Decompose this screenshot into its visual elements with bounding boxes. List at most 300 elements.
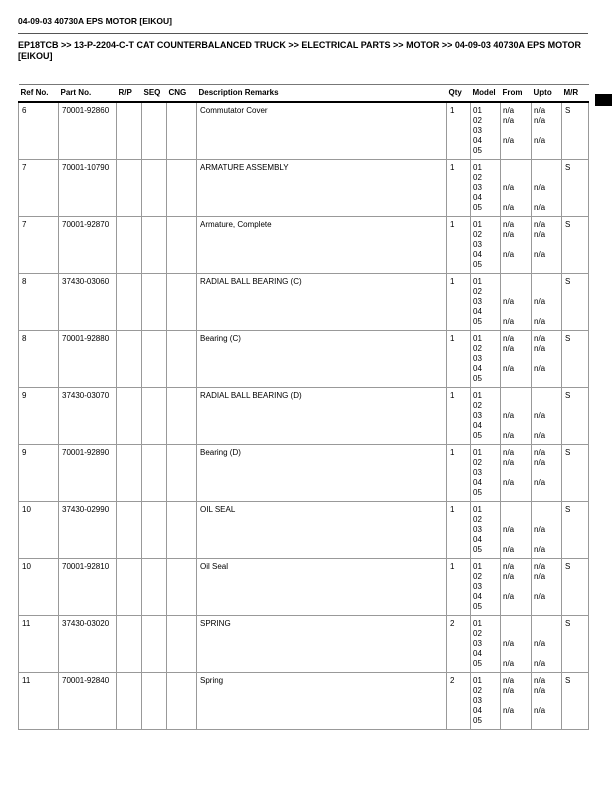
qty-cell: 2 (447, 673, 471, 730)
table-header (19, 85, 589, 103)
col-header-rp: R/P (117, 85, 142, 103)
qty-cell: 1 (447, 217, 471, 274)
from-line: n/a (503, 686, 515, 695)
model-line: 01 (473, 562, 482, 571)
part-no-cell: 70001-92810 (59, 559, 117, 616)
upto-line (534, 401, 559, 411)
upto-line: n/a (534, 706, 546, 715)
seq-cell (142, 616, 167, 673)
upto-line: n/a (534, 686, 546, 695)
from-cell (501, 160, 532, 217)
model-line: 05 (473, 659, 482, 668)
from-line (503, 488, 529, 498)
model-line: 02 (473, 515, 482, 524)
model-cell (471, 502, 501, 559)
model-line: 03 (473, 126, 482, 135)
from-line (503, 277, 529, 287)
model-line: 04 (473, 364, 482, 373)
from-line (503, 468, 529, 478)
description-cell: RADIAL BALL BEARING (C) (197, 274, 447, 331)
description-cell: Spring (197, 673, 447, 730)
from-line: n/a (503, 364, 515, 373)
col-header-mr: M/R (562, 85, 589, 103)
model-line: 01 (473, 619, 482, 628)
rp-cell (117, 388, 142, 445)
model-line: 02 (473, 344, 482, 353)
model-line: 02 (473, 458, 482, 467)
upto-line (534, 468, 559, 478)
table-row (19, 502, 589, 559)
upto-line: n/a (534, 116, 546, 125)
model-line: 04 (473, 478, 482, 487)
model-line: 02 (473, 230, 482, 239)
title-divider (18, 33, 588, 34)
cng-cell (167, 331, 197, 388)
model-cell (471, 616, 501, 673)
mr-cell: S (562, 502, 589, 559)
qty-cell: 1 (447, 388, 471, 445)
model-line: 03 (473, 297, 482, 306)
table-row (19, 673, 589, 730)
model-cell (471, 160, 501, 217)
qty-cell: 1 (447, 331, 471, 388)
from-line (503, 535, 529, 545)
model-cell (471, 673, 501, 730)
rp-cell (117, 673, 142, 730)
from-cell (501, 673, 532, 730)
model-cell (471, 102, 501, 160)
upto-line: n/a (534, 317, 546, 326)
model-line: 01 (473, 391, 482, 400)
from-line (503, 515, 529, 525)
upto-line: n/a (534, 344, 546, 353)
model-line: 01 (473, 676, 482, 685)
seq-cell (142, 445, 167, 502)
model-line: 01 (473, 220, 482, 229)
from-line (503, 126, 529, 136)
parts-table (18, 84, 589, 730)
mr-cell: S (562, 445, 589, 502)
upto-line: n/a (534, 448, 546, 457)
breadcrumb: EP18TCB >> 13-P-2204-C-T CAT COUNTERBALANCED TRUCK >> ELECTRICAL PARTS >> MOTOR >> 04-09-03 40730A EPS MOTOR [EIKOU] (18, 40, 581, 61)
from-line: n/a (503, 572, 515, 581)
from-line: n/a (503, 220, 515, 229)
rp-cell (117, 331, 142, 388)
mr-cell: S (562, 616, 589, 673)
part-no-cell: 70001-10790 (59, 160, 117, 217)
upto-line (534, 602, 559, 612)
seq-cell (142, 274, 167, 331)
description-cell: OIL SEAL (197, 502, 447, 559)
upto-line: n/a (534, 183, 546, 192)
description-cell: Bearing (D) (197, 445, 447, 502)
from-line: n/a (503, 592, 515, 601)
model-line: 04 (473, 250, 482, 259)
col-header-seq: SEQ (142, 85, 167, 103)
col-header-upto: Upto (532, 85, 562, 103)
part-no-cell: 70001-92860 (59, 102, 117, 160)
upto-line: n/a (534, 545, 546, 554)
mr-cell: S (562, 217, 589, 274)
model-cell (471, 274, 501, 331)
model-line: 02 (473, 401, 482, 410)
cng-cell (167, 160, 197, 217)
from-line (503, 696, 529, 706)
table-row (19, 331, 589, 388)
table-row (19, 616, 589, 673)
ref-no-cell: 9 (19, 445, 59, 502)
model-line: 01 (473, 163, 482, 172)
ref-no-cell: 10 (19, 559, 59, 616)
upto-line (534, 173, 559, 183)
from-line: n/a (503, 545, 515, 554)
upto-cell (532, 217, 562, 274)
page-edge-mark (595, 94, 612, 106)
from-line (503, 240, 529, 250)
col-header-model: Model (471, 85, 501, 103)
from-line: n/a (503, 344, 515, 353)
upto-line: n/a (534, 364, 546, 373)
from-line (503, 421, 529, 431)
model-line: 03 (473, 639, 482, 648)
upto-line: n/a (534, 230, 546, 239)
from-cell (501, 102, 532, 160)
from-cell (501, 445, 532, 502)
upto-line: n/a (534, 659, 546, 668)
qty-cell: 1 (447, 559, 471, 616)
seq-cell (142, 502, 167, 559)
from-line (503, 146, 529, 156)
upto-line (534, 515, 559, 525)
upto-line: n/a (534, 639, 546, 648)
from-line (503, 505, 529, 515)
model-line: 05 (473, 431, 482, 440)
model-line: 04 (473, 706, 482, 715)
model-line: 02 (473, 116, 482, 125)
qty-cell: 1 (447, 102, 471, 160)
seq-cell (142, 102, 167, 160)
upto-cell (532, 331, 562, 388)
upto-cell (532, 673, 562, 730)
from-line (503, 260, 529, 270)
upto-line (534, 505, 559, 515)
model-line: 03 (473, 582, 482, 591)
mr-cell: S (562, 160, 589, 217)
upto-line (534, 629, 559, 639)
upto-line: n/a (534, 478, 546, 487)
model-line: 05 (473, 317, 482, 326)
ref-no-cell: 11 (19, 673, 59, 730)
qty-cell: 2 (447, 616, 471, 673)
description-cell: Commutator Cover (197, 102, 447, 160)
table-row (19, 160, 589, 217)
page-title: 04-09-03 40730A EPS MOTOR [EIKOU] (18, 16, 173, 26)
upto-line (534, 260, 559, 270)
upto-cell (532, 559, 562, 616)
from-line: n/a (503, 203, 515, 212)
rp-cell (117, 445, 142, 502)
upto-line (534, 193, 559, 203)
upto-cell (532, 388, 562, 445)
upto-line: n/a (534, 431, 546, 440)
qty-cell: 1 (447, 502, 471, 559)
model-line: 03 (473, 468, 482, 477)
from-line: n/a (503, 659, 515, 668)
rp-cell (117, 217, 142, 274)
description-cell: SPRING (197, 616, 447, 673)
model-cell (471, 559, 501, 616)
model-line: 02 (473, 629, 482, 638)
cng-cell (167, 102, 197, 160)
rp-cell (117, 160, 142, 217)
part-no-cell: 37430-03020 (59, 616, 117, 673)
from-line: n/a (503, 411, 515, 420)
model-line: 03 (473, 183, 482, 192)
upto-line (534, 421, 559, 431)
from-cell (501, 502, 532, 559)
rp-cell (117, 559, 142, 616)
cng-cell (167, 502, 197, 559)
from-cell (501, 331, 532, 388)
part-no-cell: 37430-03060 (59, 274, 117, 331)
from-line: n/a (503, 706, 515, 715)
from-line (503, 163, 529, 173)
from-line: n/a (503, 431, 515, 440)
table-header-row (19, 85, 589, 103)
cng-cell (167, 559, 197, 616)
from-line: n/a (503, 136, 515, 145)
from-line (503, 173, 529, 183)
upto-line (534, 163, 559, 173)
upto-line: n/a (534, 297, 546, 306)
from-line: n/a (503, 676, 515, 685)
part-no-cell: 70001-92870 (59, 217, 117, 274)
model-line: 03 (473, 525, 482, 534)
model-line: 05 (473, 602, 482, 611)
col-header-qty: Qty (447, 85, 471, 103)
upto-line: n/a (534, 676, 546, 685)
from-line: n/a (503, 334, 515, 343)
from-line (503, 391, 529, 401)
cng-cell (167, 274, 197, 331)
from-line: n/a (503, 458, 515, 467)
from-line: n/a (503, 116, 515, 125)
part-no-cell: 37430-03070 (59, 388, 117, 445)
upto-line: n/a (534, 136, 546, 145)
from-line (503, 716, 529, 726)
seq-cell (142, 331, 167, 388)
upto-line (534, 696, 559, 706)
model-line: 02 (473, 572, 482, 581)
from-line: n/a (503, 525, 515, 534)
part-no-cell: 70001-92890 (59, 445, 117, 502)
from-line (503, 602, 529, 612)
cng-cell (167, 445, 197, 502)
from-line: n/a (503, 478, 515, 487)
from-line: n/a (503, 317, 515, 326)
description-cell: RADIAL BALL BEARING (D) (197, 388, 447, 445)
from-line: n/a (503, 297, 515, 306)
model-line: 01 (473, 334, 482, 343)
description-cell: Oil Seal (197, 559, 447, 616)
upto-cell (532, 616, 562, 673)
mr-cell: S (562, 331, 589, 388)
description-cell: Bearing (C) (197, 331, 447, 388)
ref-no-cell: 6 (19, 102, 59, 160)
cng-cell (167, 217, 197, 274)
model-line: 01 (473, 277, 482, 286)
upto-line (534, 354, 559, 364)
upto-line (534, 374, 559, 384)
description-cell: Armature, Complete (197, 217, 447, 274)
from-line (503, 401, 529, 411)
from-line (503, 307, 529, 317)
model-line: 01 (473, 106, 482, 115)
upto-line (534, 488, 559, 498)
model-line: 05 (473, 716, 482, 725)
model-line: 05 (473, 488, 482, 497)
seq-cell (142, 388, 167, 445)
upto-line (534, 391, 559, 401)
model-line: 04 (473, 535, 482, 544)
upto-line (534, 146, 559, 156)
upto-cell (532, 502, 562, 559)
from-line (503, 619, 529, 629)
cng-cell (167, 673, 197, 730)
ref-no-cell: 8 (19, 274, 59, 331)
upto-line (534, 287, 559, 297)
from-cell (501, 388, 532, 445)
from-line (503, 354, 529, 364)
part-no-cell: 70001-92880 (59, 331, 117, 388)
col-header-ref-no: Ref No. (19, 85, 59, 103)
model-line: 05 (473, 545, 482, 554)
upto-line (534, 126, 559, 136)
from-line: n/a (503, 230, 515, 239)
model-cell (471, 331, 501, 388)
upto-line: n/a (534, 572, 546, 581)
upto-line (534, 649, 559, 659)
col-header-description-remarks: Description Remarks (197, 85, 447, 103)
col-header-cng: CNG (167, 85, 197, 103)
model-line: 04 (473, 136, 482, 145)
ref-no-cell: 8 (19, 331, 59, 388)
col-header-from: From (501, 85, 532, 103)
model-line: 04 (473, 193, 482, 202)
model-line: 01 (473, 505, 482, 514)
model-line: 03 (473, 696, 482, 705)
upto-cell (532, 445, 562, 502)
from-line (503, 649, 529, 659)
upto-line: n/a (534, 562, 546, 571)
upto-line (534, 240, 559, 250)
from-line: n/a (503, 250, 515, 259)
part-no-cell: 37430-02990 (59, 502, 117, 559)
from-line (503, 374, 529, 384)
description-cell: ARMATURE ASSEMBLY (197, 160, 447, 217)
table-row (19, 217, 589, 274)
model-cell (471, 445, 501, 502)
mr-cell: S (562, 388, 589, 445)
rp-cell (117, 502, 142, 559)
upto-line: n/a (534, 250, 546, 259)
table-row (19, 274, 589, 331)
ref-no-cell: 10 (19, 502, 59, 559)
table-row (19, 388, 589, 445)
upto-line: n/a (534, 458, 546, 467)
table-row (19, 445, 589, 502)
seq-cell (142, 217, 167, 274)
model-line: 04 (473, 421, 482, 430)
model-cell (471, 217, 501, 274)
mr-cell: S (562, 673, 589, 730)
upto-line: n/a (534, 334, 546, 343)
model-line: 05 (473, 203, 482, 212)
ref-no-cell: 7 (19, 160, 59, 217)
cng-cell (167, 388, 197, 445)
upto-cell (532, 102, 562, 160)
ref-no-cell: 9 (19, 388, 59, 445)
seq-cell (142, 673, 167, 730)
from-line: n/a (503, 562, 515, 571)
upto-line (534, 277, 559, 287)
upto-cell (532, 274, 562, 331)
from-line (503, 582, 529, 592)
model-line: 04 (473, 307, 482, 316)
model-line: 01 (473, 448, 482, 457)
mr-cell: S (562, 102, 589, 160)
upto-line: n/a (534, 220, 546, 229)
upto-line: n/a (534, 525, 546, 534)
qty-cell: 1 (447, 160, 471, 217)
model-line: 05 (473, 260, 482, 269)
model-line: 03 (473, 411, 482, 420)
model-line: 02 (473, 686, 482, 695)
qty-cell: 1 (447, 274, 471, 331)
from-cell (501, 616, 532, 673)
from-cell (501, 274, 532, 331)
upto-line (534, 716, 559, 726)
model-line: 03 (473, 354, 482, 363)
seq-cell (142, 559, 167, 616)
model-line: 02 (473, 173, 482, 182)
from-line: n/a (503, 183, 515, 192)
ref-no-cell: 11 (19, 616, 59, 673)
qty-cell: 1 (447, 445, 471, 502)
part-no-cell: 70001-92840 (59, 673, 117, 730)
upto-line (534, 307, 559, 317)
upto-line: n/a (534, 411, 546, 420)
upto-line: n/a (534, 592, 546, 601)
from-line (503, 629, 529, 639)
from-line: n/a (503, 448, 515, 457)
rp-cell (117, 274, 142, 331)
parts-table-body (19, 102, 589, 730)
table-row (19, 559, 589, 616)
upto-line (534, 535, 559, 545)
from-line (503, 193, 529, 203)
upto-line: n/a (534, 203, 546, 212)
from-line: n/a (503, 106, 515, 115)
model-line: 02 (473, 287, 482, 296)
model-line: 05 (473, 146, 482, 155)
from-cell (501, 559, 532, 616)
seq-cell (142, 160, 167, 217)
col-header-part-no: Part No. (59, 85, 117, 103)
model-line: 04 (473, 592, 482, 601)
cng-cell (167, 616, 197, 673)
rp-cell (117, 616, 142, 673)
